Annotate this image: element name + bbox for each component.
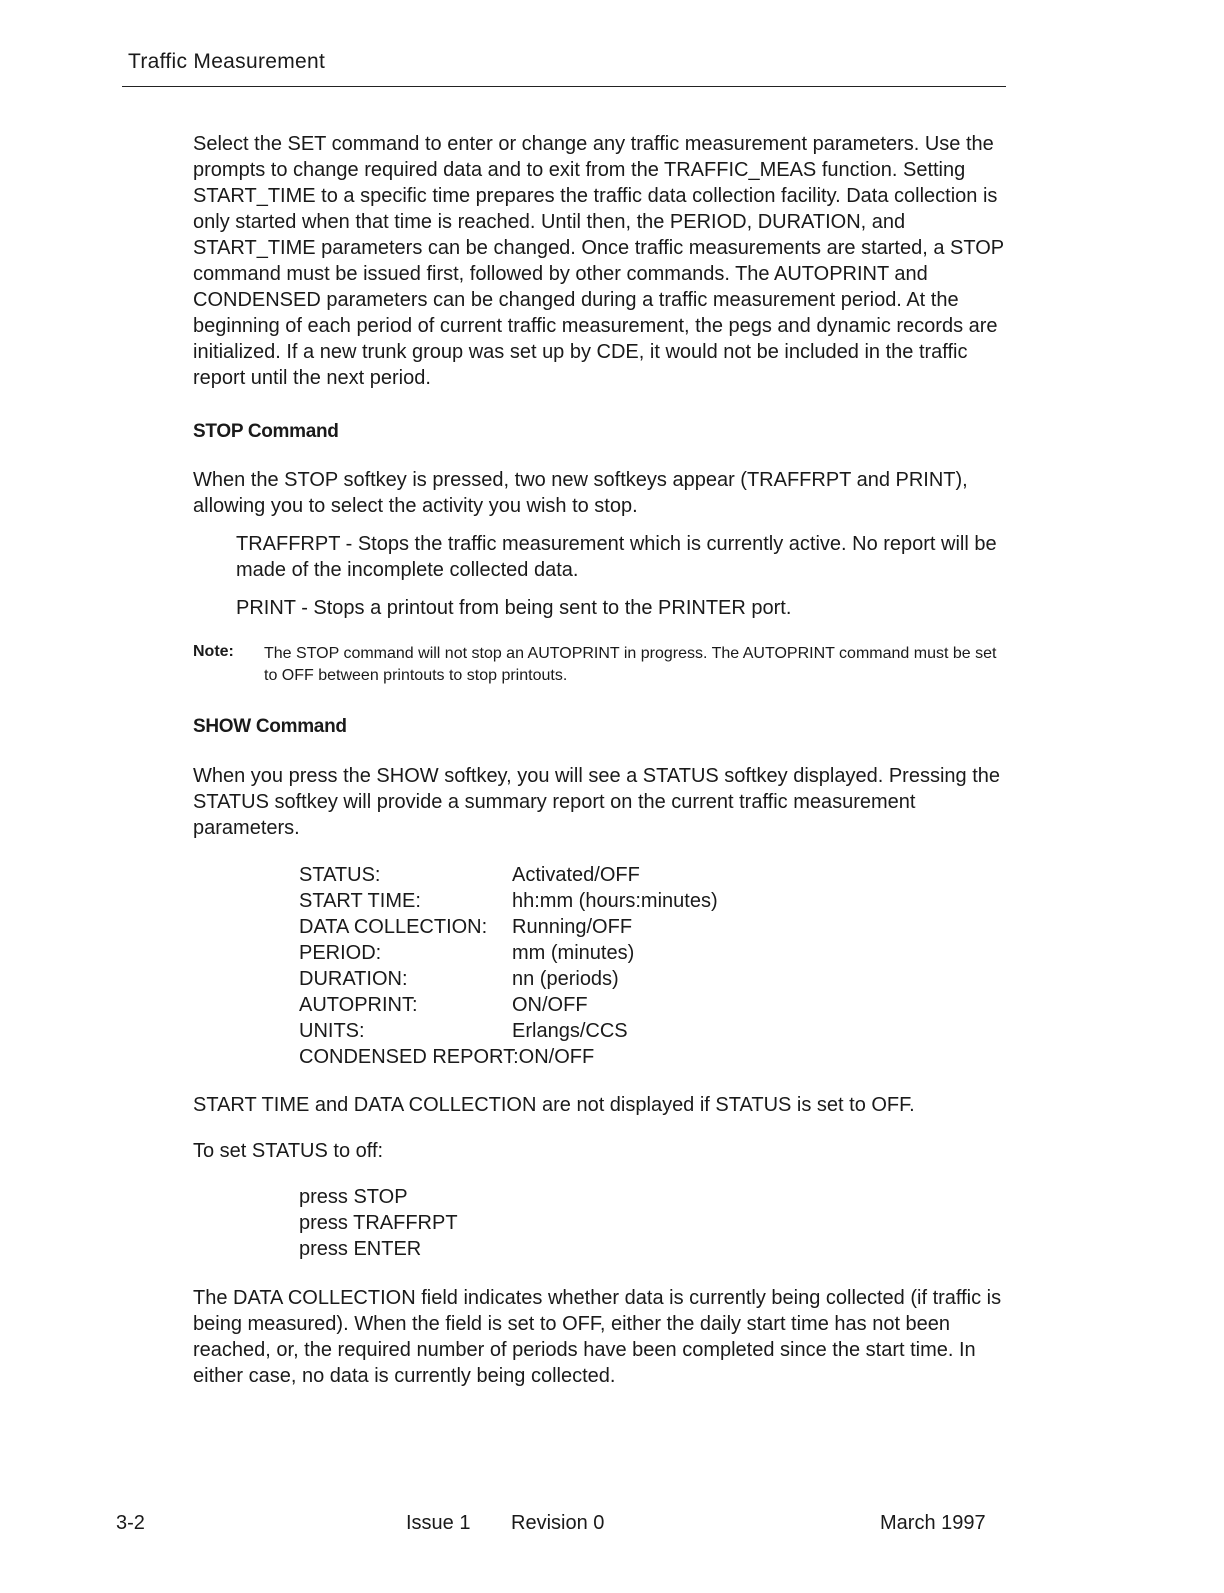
status-label: DATA COLLECTION:	[299, 916, 488, 938]
after-table-paragraph: START TIME and DATA COLLECTION are not displayed if STATUS is set to OFF.	[193, 1094, 915, 1116]
status-row	[299, 888, 718, 914]
press-steps	[299, 1184, 458, 1262]
status-value: nn (periods)	[512, 968, 619, 990]
footer-revision: Revision 0	[511, 1512, 605, 1534]
status-summary-table	[299, 862, 718, 1070]
press-step: press STOP	[299, 1186, 408, 1208]
footer-issue: Issue 1	[406, 1512, 471, 1534]
status-value: ON/OFF	[518, 1046, 595, 1068]
set-off-intro: To set STATUS to off:	[193, 1140, 384, 1162]
status-value: Running/OFF	[512, 916, 633, 938]
status-label: PERIOD:	[299, 942, 382, 964]
status-value: ON/OFF	[512, 994, 588, 1016]
status-label: CONDENSED REPORT:	[299, 1046, 519, 1068]
status-label: DURATION:	[299, 968, 408, 990]
status-label: STATUS:	[299, 864, 381, 886]
status-label: UNITS:	[299, 1020, 365, 1042]
status-row	[299, 1018, 718, 1044]
status-row	[299, 862, 718, 888]
status-row	[299, 940, 718, 966]
status-row	[299, 914, 718, 940]
note-text: The STOP command will not stop an AUTOPRINT in progress. The AUTOPRINT command must be set to OFF between printouts to stop printouts.	[264, 645, 997, 684]
status-row	[299, 966, 718, 992]
stop-paragraph: When the STOP softkey is pressed, two new softkeys appear (TRAFFRPT and PRINT), allowing you to select the activity you wish to stop.	[193, 469, 968, 517]
press-step: press TRAFFRPT	[299, 1212, 458, 1234]
header-rule	[122, 86, 1006, 87]
note-label: Note:	[193, 643, 234, 660]
stop-heading: STOP Command	[193, 421, 339, 442]
status-row	[299, 1044, 718, 1070]
status-row	[299, 992, 718, 1018]
data-collection-paragraph: The DATA COLLECTION field indicates whether data is currently being collected (if traffic is being measured). When the field is set to OFF, either the daily start time has not been reached, or, the required number of periods have been completed since the start time. In either case, no data is currently being collected.	[193, 1287, 1002, 1387]
show-heading: SHOW Command	[193, 716, 347, 737]
status-value: hh:mm (hours:minutes)	[512, 890, 718, 912]
intro-paragraph: Select the SET command to enter or change any traffic measurement parameters. Use the prompts to change required data and to exit from the TRAFFIC_MEAS function. Setting START_TIME to a specific time prepares the traffic data collection facility. Data collection is only started when that time is reached. Until then, the PERIOD, DURATION, and START_TIME parameters can be changed. Once traffic measurements are started, a STOP command must be issued first, followed by other commands. The AUTOPRINT and CONDENSED parameters can be changed during a traffic measurement period. At the beginning of each period of current traffic measurement, the pegs and dynamic records are initialized. If a new trunk group was set up by CDE, it would not be included in the traffic report until the next period.	[193, 133, 1004, 389]
status-value: Erlangs/CCS	[512, 1020, 628, 1042]
running-header-title: Traffic Measurement	[128, 50, 326, 73]
press-step: press ENTER	[299, 1238, 422, 1260]
status-value: mm (minutes)	[512, 942, 635, 964]
status-value: Activated/OFF	[512, 864, 640, 886]
stop-item-traffrpt: TRAFFRPT - Stops the traffic measurement which is currently active. No report will be made of the incomplete collected data.	[236, 533, 997, 581]
show-paragraph: When you press the SHOW softkey, you will see a STATUS softkey displayed. Pressing the STATUS softkey will provide a summary report on the current traffic measurement parameters.	[193, 765, 1000, 839]
footer-page-number: 3-2	[116, 1512, 145, 1534]
footer-date: March 1997	[880, 1512, 986, 1534]
status-label: AUTOPRINT:	[299, 994, 418, 1016]
status-label: START TIME:	[299, 890, 421, 912]
stop-item-print: PRINT - Stops a printout from being sent to the PRINTER port.	[236, 597, 792, 619]
